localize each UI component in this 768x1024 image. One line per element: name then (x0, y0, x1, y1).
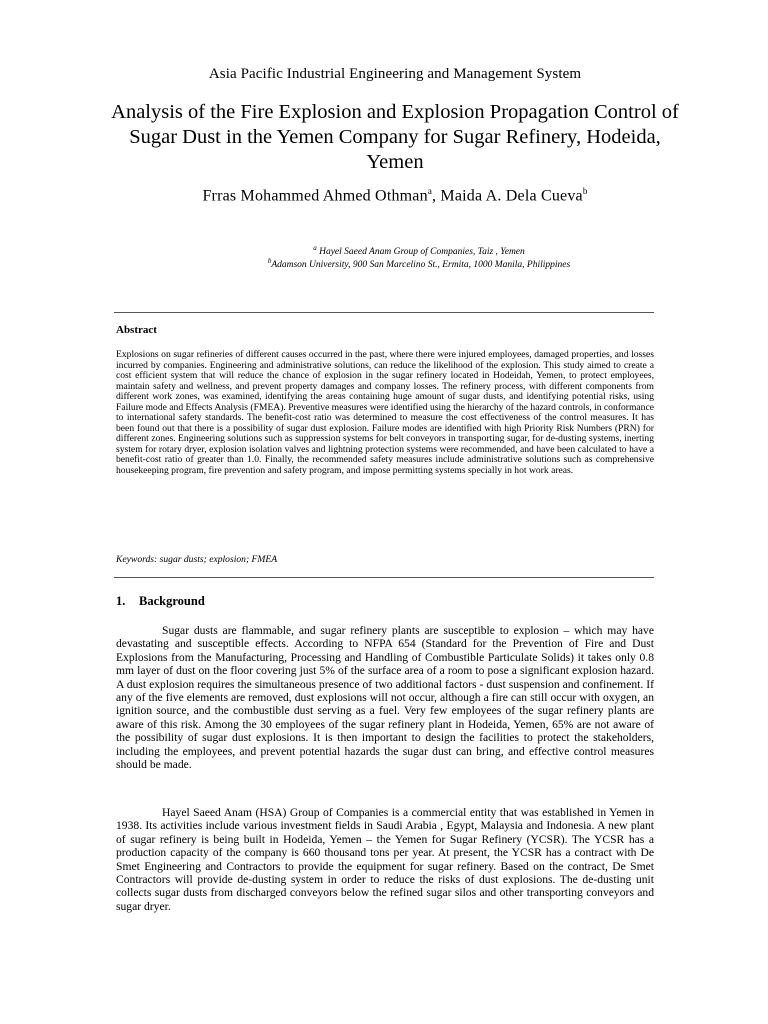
author-name: Maida A. Dela Cueva (440, 187, 583, 205)
abstract-body: Explosions on sugar refineries of different causes occurred in the past, where there were injured employees, damaged properties, and losses incurred by companies. Engineering and administrative solutions, can reduce the likelihood of the explosion. This study aimed to create a cost efficient system that will reduce the chance of explosion in the sugar refinery located in Hodeidah, Yemen, to protect employees, maintain safety and wellness, and prevent property damages and company losses. The refinery process, with different components from different work zones, was examined, identifying the areas containing huge amount of sugar dusts, and identifying potential risks, using Failure mode and Effects Analysis (FMEA). Preventive measures were identified using the hierarchy of the hazard controls, in conformance to international safety standards. The benefit-cost ratio was determined to measure the cost effectiveness of the control measures. It has been found out that there is a possibility of sugar dust explosion. Failure modes are identified with high Priority Risk Numbers (PRN) for different zones. Engineering solutions such as suppression systems for belt conveyors in transporting sugar, for de-dusting systems, inerting system for rotary dryer, explosion isolation valves and lightning protection systems were recommended, and have been calculated to have a benefit-cost ratio of greater than 1.0. Finally, the recommended safety measures include administrative solutions such as comprehensive housekeeping program, fire prevention and safety program, and impose permitting systems specially in hot work areas. (116, 349, 654, 476)
affiliation (0, 257, 768, 270)
divider (114, 312, 654, 313)
section-number: 1. (116, 594, 126, 608)
author-name: Frras Mohammed Ahmed Othman (202, 187, 428, 205)
affiliation (0, 244, 768, 257)
affiliation-marker: b (267, 257, 272, 265)
section-heading (116, 594, 205, 609)
author-separator: , (432, 187, 441, 205)
author-affiliation-marker: b (582, 186, 588, 196)
body-paragraph: Hayel Saeed Anam (HSA) Group of Companies is a commercial entity that was established in Yemen in 1938. Its activities include various investment fields in Saudi Arabia , Egypt, Malaysia and Indonesia. A new plant of sugar refinery is being built in Hodeida, Yemen – the Yemen for Sugar Refinery (YCSR). The YCSR has a production capacity of the company is 660 thousand tons per year. At present, the YCSR has a contract with De Smet Engineering and Contractors to provide the equipment for sugar refinery. Based on the contract, De Smet Contractors will provide de-dusting system in order to reduce the risks of dust explosions. The de-dusting unit collects sugar dusts from discharged conveyors below the refined sugar silos and other transporting conveyors and sugar dryer. (116, 806, 654, 913)
paper-title: Analysis of the Fire Explosion and Explosion Propagation Control of Sugar Dust in the Yemen Company for Sugar Refinery, Hodeida, Yemen (111, 101, 679, 173)
author-list (0, 186, 768, 205)
affiliation-text: Hayel Saeed Anam Group of Companies, Taiz , Yemen (316, 247, 525, 258)
journal-header: Asia Pacific Industrial Engineering and Management System (208, 66, 582, 82)
abstract-heading: Abstract (116, 324, 157, 336)
affiliation-text: Adamson University, 900 San Marcelino St., Ermita, 1000 Manila, Philippines (271, 260, 571, 271)
section-title: Background (139, 594, 205, 608)
keywords: Keywords: sugar dusts; explosion; FMEA (116, 554, 278, 565)
body-paragraph: Sugar dusts are flammable, and sugar refinery plants are susceptible to explosion – which may have devastating and susceptible effects. According to NFPA 654 (Standard for the Prevention of Fire and Dust Explosions from the Manufacturing, Processing and Handling of Combustible Particulate Solids) it takes only 0.8 mm layer of dust on the floor covering just 5% of the surface area of a room to pose a significant explosion hazard. A dust explosion requires the simultaneous presence of two additional factors - dust suspension and confinement. If any of the five elements are removed, dust explosions will not occur, although a fire can still occur with oxygen, an ignition source, and the combustible dust serving as a fuel. Very few employees of the sugar refinery plants are aware of this risk. Among the 30 employees of the sugar refinery plant in Hodeida, Yemen, 65% are not aware of the possibility of sugar dust explosions. It is then important to design the facilities to protect the stakeholders, including the employees, and prevent potential hazards the sugar dust can bring, and effective control measures should be made. (116, 624, 654, 772)
affiliation-marker: a (313, 244, 317, 252)
divider (114, 577, 654, 578)
author-affiliation-marker: a (427, 186, 433, 196)
